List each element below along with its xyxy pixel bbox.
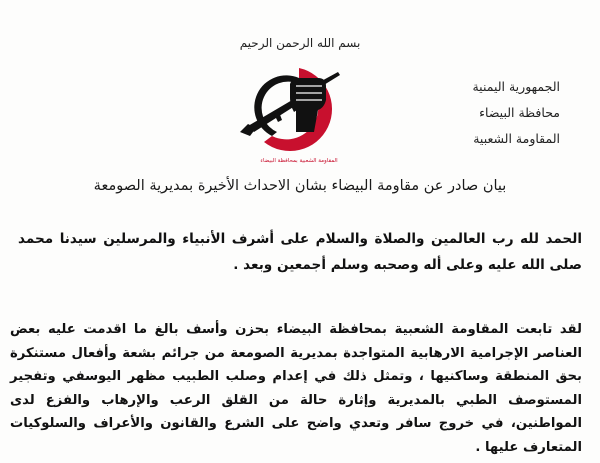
issuer-line-country: الجمهورية اليمنية [472, 79, 560, 94]
statement-title: بيان صادر عن مقاومة البيضاء بشان الاحداث الأخيرة بمديرية الصومعة [93, 178, 507, 194]
issuer-line-organization: المقاومة الشعبية [473, 131, 560, 146]
resistance-logo [234, 62, 364, 166]
logo-caption: المقاومة الشعبية بمحافظة البيضاء [260, 158, 338, 164]
issuer-line-governorate: محافظة البيضاء [479, 105, 560, 120]
issuer-block [472, 74, 560, 152]
opening-paragraph: الحمد لله رب العالمين والصلاة والسلام على أشرف الأنبياء والمرسلين سيدنا محمد صلى الله عليه وعلى أله وصحبه وسلم أجمعين وبعد . [18, 231, 582, 273]
basmala-heading: بسم الله الرحمن الرحيم [239, 36, 361, 50]
body-paragraph: لقد تابعت المقاومة الشعبية بمحافظة البيضاء بحزن وأسف بالغ ما اقدمت عليه بعض العناصر الإجرامية الارهابية المتواجدة بمديرية الصومعة من جرائم بشعة وأفعال مستنكرة بحق المنطقة وساكنيها ، وتمثل ذلك في إعدام وصلب الطبيب مظهر اليوسفي وتفجير المستوصف الطبي بالمديرية وإثارة حالة من القلق الرعب والإرهاب والفزع لدى المواطنين، في خروج سافر وتعدي واضح على الشرع والقانون والأعراف والسلوكيات المتعارف عليها . [10, 322, 582, 455]
